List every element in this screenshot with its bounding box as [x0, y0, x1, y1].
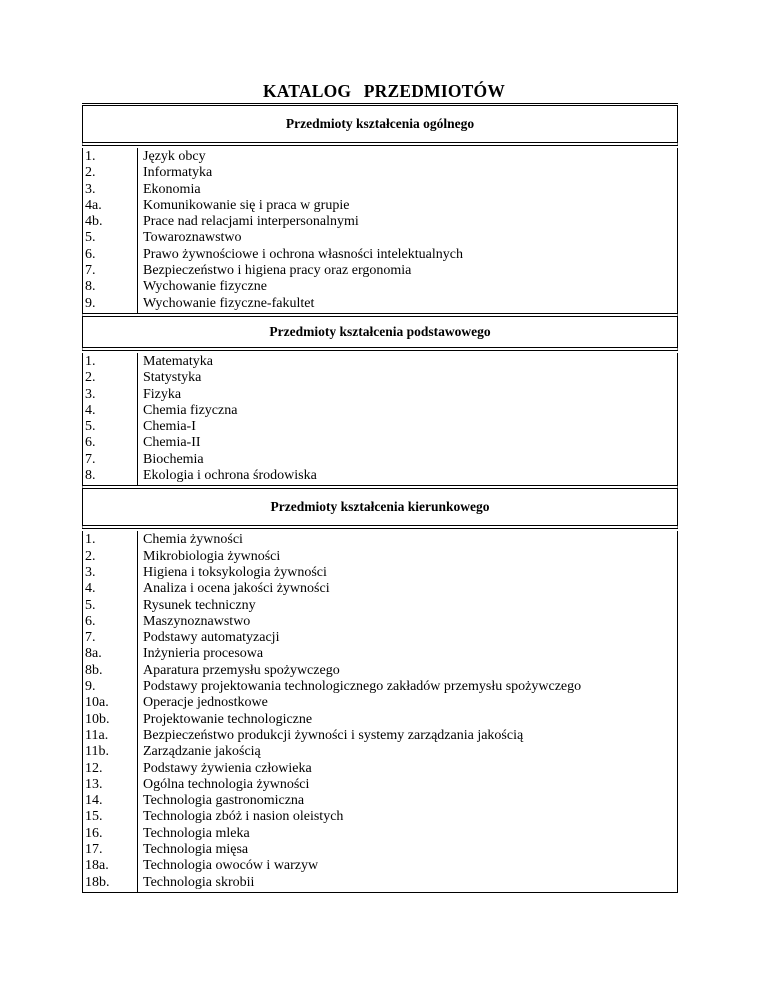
subject-catalog-table	[82, 103, 678, 893]
subject-name: Inżynieria procesowa	[143, 646, 264, 662]
subject-name: Chemia fizyczna	[143, 402, 238, 418]
subject-name: Podstawy żywienia człowieka	[143, 760, 312, 776]
subject-name: Bezpieczeństwo produkcji żywności i systemy zarządzania jakością	[143, 727, 524, 743]
item-number: 9.	[85, 679, 96, 695]
subject-name: Mikrobiologia żywności	[143, 548, 281, 564]
subject-name: Technologia mięsa	[143, 841, 249, 857]
number-column	[83, 531, 138, 892]
item-number: 16.	[85, 825, 103, 841]
subject-name: Chemia-I	[143, 419, 196, 435]
subject-name: Matematyka	[143, 353, 213, 369]
subject-name: Higiena i toksykologia żywności	[143, 564, 327, 580]
item-number: 1.	[85, 353, 96, 369]
section-general	[82, 106, 678, 317]
item-number: 7.	[85, 263, 96, 279]
item-number: 8.	[85, 468, 96, 484]
item-number: 17.	[85, 841, 103, 857]
subject-name: Operacje jednostkowe	[143, 695, 268, 711]
item-number: 4a.	[85, 197, 102, 213]
item-number: 7.	[85, 451, 96, 467]
item-number: 18a.	[85, 858, 109, 874]
subject-name: Fizyka	[143, 386, 182, 402]
subject-name: Rysunek techniczny	[143, 597, 256, 613]
section-header: Przedmioty kształcenia kierunkowego	[82, 489, 678, 529]
subject-name: Ogólna technologia żywności	[143, 776, 310, 792]
subject-name: Projektowanie technologiczne	[143, 711, 313, 727]
subject-name: Technologia mleka	[143, 825, 250, 841]
item-number: 11a.	[85, 727, 109, 743]
item-number: 7.	[85, 630, 96, 646]
page-title: KATALOG PRZEDMIOTÓW	[262, 81, 506, 101]
subject-name: Analiza i ocena jakości żywności	[143, 581, 330, 597]
item-number: 9.	[85, 295, 96, 311]
subject-name: Komunikowanie się i praca w grupie	[143, 197, 350, 213]
item-number: 15.	[85, 809, 103, 825]
item-number: 2.	[85, 548, 96, 564]
subject-name: Prace nad relacjami interpersonalnymi	[143, 214, 359, 230]
item-number: 2.	[85, 165, 96, 181]
item-number: 10b.	[85, 711, 110, 727]
subject-name: Zarządzanie jakością	[143, 744, 261, 760]
item-number: 5.	[85, 597, 96, 613]
item-number: 3.	[85, 181, 96, 197]
subject-name: Chemia żywności	[143, 532, 243, 548]
item-number: 11b.	[85, 744, 109, 760]
item-number: 8a.	[85, 646, 102, 662]
subject-name: Biochemia	[143, 451, 204, 467]
item-number: 8b.	[85, 662, 103, 678]
item-number: 3.	[85, 386, 96, 402]
item-number: 13.	[85, 776, 103, 792]
section-list	[82, 353, 678, 489]
item-number: 1.	[85, 532, 96, 548]
subject-name: Technologia zbóż i nasion oleistych	[143, 809, 344, 825]
item-number: 3.	[85, 564, 96, 580]
item-number: 4.	[85, 402, 96, 418]
section-header: Przedmioty kształcenia ogólnego	[82, 106, 678, 146]
subject-column	[138, 531, 677, 892]
section-list	[82, 148, 678, 317]
subject-name: Technologia skrobii	[143, 874, 255, 890]
item-number: 1.	[85, 149, 96, 164]
item-number: 14.	[85, 793, 103, 809]
item-number: 18b.	[85, 874, 110, 890]
item-number: 4b.	[85, 214, 103, 230]
item-number: 6.	[85, 246, 96, 262]
subject-column	[138, 148, 677, 313]
subject-name: Towaroznawstwo	[143, 230, 242, 246]
subject-name: Ekologia i ochrona środowiska	[143, 468, 317, 484]
item-number: 8.	[85, 279, 96, 295]
item-number: 12.	[85, 760, 103, 776]
number-column	[83, 148, 138, 313]
subject-name: Wychowanie fizyczne-fakultet	[143, 295, 315, 311]
section-major	[82, 489, 678, 893]
item-number: 5.	[85, 419, 96, 435]
subject-name: Ekonomia	[143, 181, 201, 197]
number-column	[83, 353, 138, 485]
subject-name: Bezpieczeństwo i higiena pracy oraz ergonomia	[143, 263, 412, 279]
subject-name: Informatyka	[143, 165, 213, 181]
subject-name: Maszynoznawstwo	[143, 613, 251, 629]
subject-name: Język obcy	[143, 149, 206, 164]
item-number: 6.	[85, 613, 96, 629]
subject-name: Podstawy projektowania technologicznego zakładów przemysłu spożywczego	[143, 679, 582, 695]
subject-name: Aparatura przemysłu spożywczego	[143, 662, 340, 678]
subject-column	[138, 353, 677, 485]
section-list	[82, 531, 678, 893]
item-number: 5.	[85, 230, 96, 246]
subject-name: Statystyka	[143, 370, 202, 386]
subject-name: Prawo żywnościowe i ochrona własności intelektualnych	[143, 246, 463, 262]
item-number: 4.	[85, 581, 96, 597]
section-header: Przedmioty kształcenia podstawowego	[82, 317, 678, 351]
subject-name: Wychowanie fizyczne	[143, 279, 267, 295]
section-basic	[82, 317, 678, 489]
subject-name: Technologia owoców i warzyw	[143, 858, 319, 874]
subject-name: Technologia gastronomiczna	[143, 793, 305, 809]
item-number: 10a.	[85, 695, 109, 711]
item-number: 2.	[85, 370, 96, 386]
subject-name: Podstawy automatyzacji	[143, 630, 280, 646]
subject-name: Chemia-II	[143, 435, 201, 451]
item-number: 6.	[85, 435, 96, 451]
